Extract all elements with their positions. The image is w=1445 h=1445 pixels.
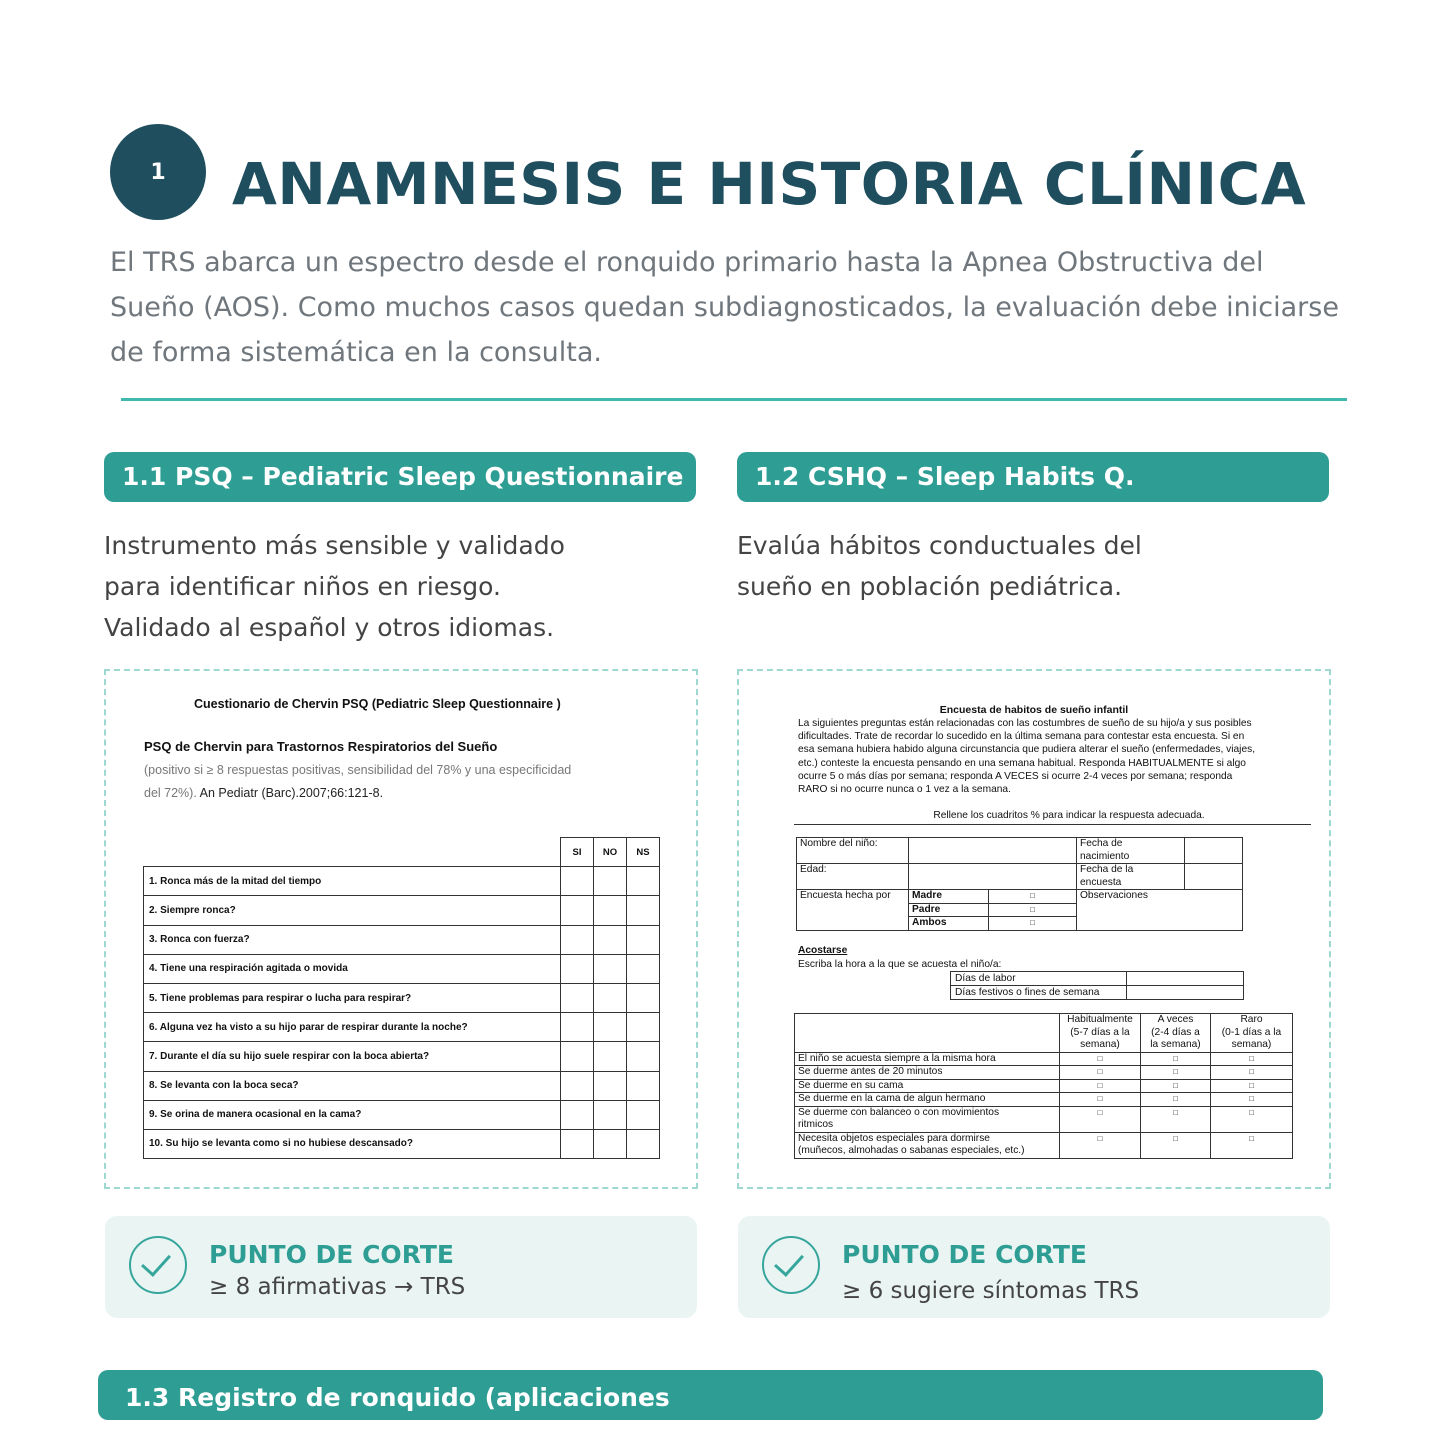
question-text: 3. Ronca con fuerza?	[144, 925, 561, 954]
table-row	[144, 925, 660, 954]
table-row	[144, 1129, 660, 1158]
psq-doc-title: Cuestionario de Chervin PSQ (Pediatric Sleep Questionnaire )	[194, 697, 561, 711]
birth-label: Fecha de nacimiento	[1077, 838, 1185, 864]
cshq-heading: 1.2 CSHQ – Sleep Habits Q.	[737, 452, 1329, 502]
table-row	[144, 1042, 660, 1071]
psq-description-line: para identificar niños en riesgo.	[104, 572, 501, 601]
question-text: 7. Durante el día su hijo suele respirar con la boca abierta?	[144, 1042, 561, 1071]
table-row: Se duerme en su cama □ □ □	[795, 1079, 1293, 1093]
check-circle-icon	[762, 1236, 820, 1294]
question-text: 4. Tiene una respiración agitada o movida	[144, 954, 561, 983]
cshq-info-form: Nombre del niño: Fecha de nacimiento Edad: Fecha de la encuesta Encuesta hecha por Madre □ Observaciones Padre □ Ambos □	[796, 837, 1243, 931]
bedtime-instruction: Escriba la hora a la que se acuesta el niño/a:	[798, 959, 1002, 970]
table-row	[144, 954, 660, 983]
psq-doc-note-text: (positivo si ≥ 8 respuestas positivas, sensibilidad del 78% y una especificidad del 72%).	[144, 763, 572, 800]
psq-description-line: Validado al español y otros idiomas.	[104, 613, 555, 642]
page-title: ANAMNESIS E HISTORIA CLÍNICA	[232, 150, 1307, 218]
table-row: Necesita objetos especiales para dormirse (muñecos, almohadas o sabanas especiales, etc.) □ □ □	[795, 1132, 1293, 1158]
table-row	[144, 983, 660, 1012]
table-row: Se duerme antes de 20 minutos □ □ □	[795, 1066, 1293, 1080]
cshq-doc-hint: Rellene los cuadritos % para indicar la respuesta adecuada.	[933, 810, 1205, 821]
table-header-row	[144, 838, 660, 867]
table-row	[144, 1013, 660, 1042]
psq-description	[104, 525, 565, 648]
divider	[121, 398, 1347, 401]
cshq-cutoff-title: PUNTO DE CORTE	[842, 1240, 1087, 1269]
cshq-cutoff-callout	[738, 1216, 1330, 1318]
option-ns: NS	[627, 838, 660, 867]
cshq-doc-title: Encuesta de habitos de sueño infantil	[939, 704, 1129, 716]
cshq-description-line: sueño en población pediátrica.	[737, 572, 1123, 601]
cshq-description	[737, 525, 1142, 607]
psq-question-table	[143, 837, 660, 1159]
question-text: 1. Ronca más de la mitad del tiempo	[144, 867, 561, 896]
bedtime-title: Acostarse	[798, 945, 848, 956]
option-si: SI	[561, 838, 594, 867]
survey-by-label: Encuesta hecha por	[797, 890, 909, 931]
psq-document-image	[104, 669, 698, 1189]
psq-doc-citation: An Pediatr (Barc).2007;66:121-8.	[199, 786, 384, 800]
age-label: Edad:	[797, 864, 909, 890]
section-intro: El TRS abarca un espectro desde el ronquido primario hasta la Apnea Obstructiva del Sueño (AOS). Como muchos casos quedan subdiagnosticados, la evaluación debe iniciarse de forma sistemática en la consulta.	[110, 247, 1339, 368]
question-text: 9. Se orina de manera ocasional en la cama?	[144, 1100, 561, 1129]
snore-heading: 1.3 Registro de ronquido (aplicaciones	[98, 1370, 1323, 1420]
psq-cutoff-callout	[105, 1216, 697, 1318]
psq-cutoff-title: PUNTO DE CORTE	[209, 1240, 454, 1269]
psq-doc-subtitle: PSQ de Chervin para Trastornos Respiratorios del Sueño	[144, 739, 498, 754]
divider	[794, 824, 1311, 825]
observations-label: Observaciones	[1077, 890, 1243, 931]
survey-date-label: Fecha de la encuesta	[1077, 864, 1185, 890]
cshq-description-line: Evalúa hábitos conductuales del	[737, 531, 1142, 560]
cshq-document-image	[737, 669, 1331, 1189]
table-row: Se duerme en la cama de algun hermano □ □ □	[795, 1093, 1293, 1107]
cshq-frequency-table: Habitualmente (5-7 días a la semana) A veces (2-4 días a la semana) Raro (0-1 días a la semana) El niño se acuesta siempre a la misma hora □ □ □ Se duerme antes de 20 minutos □ □ □ Se duerme en su cama □ □ □ Se duerme en la cama de algun hermano □ □ □ Se duerme con balanceo o con movimientos ritmicos □ □ □ Necesita objetos especiales para dormirse (muñecos, almohadas o sabanas especiales, etc.) □ □ □	[794, 1013, 1293, 1159]
psq-doc-note	[144, 759, 574, 805]
question-text: 8. Se levanta con la boca seca?	[144, 1071, 561, 1100]
name-label: Nombre del niño:	[797, 838, 909, 864]
section-number-badge: 1	[110, 124, 206, 220]
psq-heading: 1.1 PSQ – Pediatric Sleep Questionnaire	[104, 452, 696, 502]
table-row	[144, 1100, 660, 1129]
table-row	[144, 896, 660, 925]
question-text: 6. Alguna vez ha visto a su hijo parar de respirar durante la noche?	[144, 1013, 561, 1042]
question-text: 5. Tiene problemas para respirar o lucha para respirar?	[144, 983, 561, 1012]
option-no: NO	[594, 838, 627, 867]
question-text: 2. Siempre ronca?	[144, 896, 561, 925]
question-text: 10. Su hijo se levanta como si no hubiese descansado?	[144, 1129, 561, 1158]
cshq-doc-intro: La siguientes preguntas están relacionadas con las costumbres de sueño de su hijo/a y sus posibles dificultades. Trate de recordar lo sucedido en la última semana para contestar esta encuesta. Si en esa semana hubiera habido alguna circunstancia que pudiera alterar el sueño (enfermedades, viajes, etc.) conteste la encuesta pensando en una semana habitual. Responda HABITUALMENTE si algo ocurre 5 o más días por semana; responda A VECES si ocurre 2-4 veces por semana; responda RARO si no ocurre nunca o 1 vez a la semana.	[798, 718, 1256, 796]
table-row	[144, 1071, 660, 1100]
cshq-cutoff-text: ≥ 6 sugiere síntomas TRS	[842, 1278, 1140, 1304]
check-circle-icon	[129, 1236, 187, 1294]
table-row	[144, 867, 660, 896]
psq-description-line: Instrumento más sensible y validado	[104, 531, 565, 560]
bedtime-table: Días de labor Días festivos o fines de semana	[950, 971, 1244, 1000]
psq-cutoff-text: ≥ 8 afirmativas → TRS	[209, 1274, 466, 1300]
table-row: El niño se acuesta siempre a la misma hora □ □ □	[795, 1052, 1293, 1066]
table-row: Se duerme con balanceo o con movimientos ritmicos □ □ □	[795, 1106, 1293, 1132]
